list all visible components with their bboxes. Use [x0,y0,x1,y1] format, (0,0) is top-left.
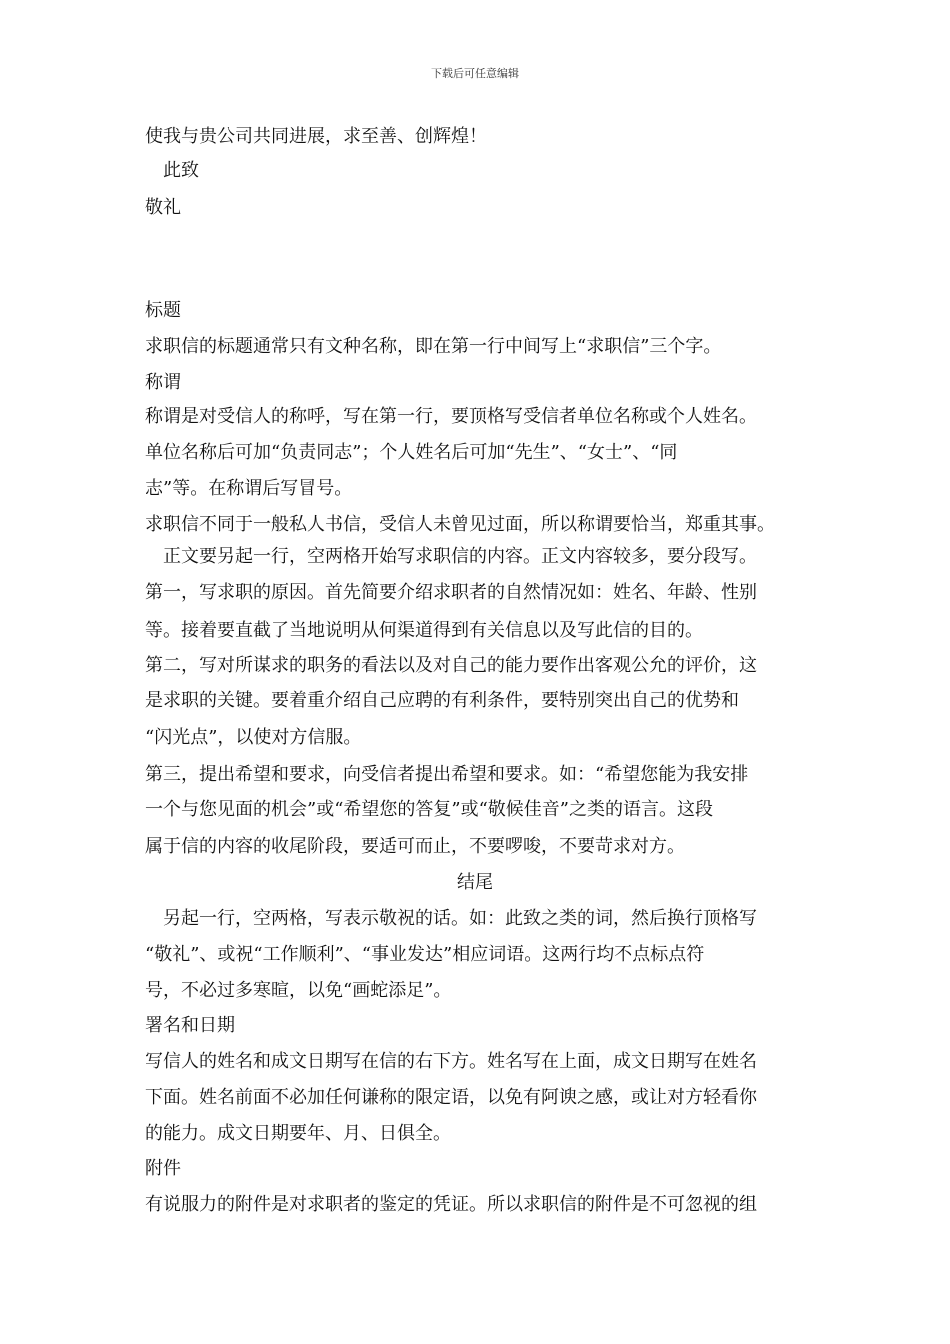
paragraph-line: 一个与您见面的机会”或“希望您的答复”或“敬候佳音”之类的语言。这段 [145,799,714,820]
paragraph-line: 称谓是对受信人的称呼，写在第一行，要顶格写受信者单位名称或个人姓名。 [145,406,757,427]
section-heading-signature: 署名和日期 [145,1015,235,1036]
paragraph-line: 第二，写对所谋求的职务的看法以及对自己的能力要作出客观公允的评价，这 [145,655,757,676]
paragraph-line: 另起一行，空两格，写表示敬祝的话。如：此致之类的词，然后换行顶格写 [145,908,757,929]
section-heading-attachment: 附件 [145,1158,181,1179]
paragraph-line: 下面。姓名前面不必加任何谦称的限定语，以免有阿谀之感，或让对方轻看你 [145,1087,757,1108]
paragraph-line: 有说服力的附件是对求职者的鉴定的凭证。所以求职信的附件是不可忽视的组 [145,1194,757,1215]
closing-line: 使我与贵公司共同进展，求至善、创辉煌！ [145,126,487,147]
paragraph-line: 志”等。在称谓后写冒号。 [145,478,353,499]
paragraph-line: 写信人的姓名和成文日期写在信的右下方。姓名写在上面，成文日期写在姓名 [145,1051,757,1072]
paragraph-line: 属于信的内容的收尾阶段，要适可而止，不要啰唆，不要苛求对方。 [145,836,685,857]
paragraph-line: 第一，写求职的原因。首先简要介绍求职者的自然情况如：姓名、年龄、性别 [145,582,757,603]
paragraph-line: 单位名称后可加“负责同志”；个人姓名后可加“先生”、“女士”、“同 [145,442,678,463]
section-heading-title: 标题 [145,300,181,321]
section-heading-salutation: 称谓 [145,372,181,393]
salutation-cizhi: 此致 [145,160,199,181]
paragraph-line: 求职信不同于一般私人书信，受信人未曾见过面，所以称谓要恰当，郑重其事。 [145,514,775,535]
paragraph-line: “敬礼”、或祝“工作顺利”、“事业发达”相应词语。这两行均不点标点符 [145,944,705,965]
page-header: 下载后可任意编辑 [431,67,519,80]
paragraph-line: 号，不必过多寒暄，以免“画蛇添足”。 [145,980,452,1001]
paragraph-line: 求职信的标题通常只有文种名称，即在第一行中间写上“求职信”三个字。 [145,336,722,357]
paragraph-line: “闪光点”，以使对方信服。 [145,727,362,748]
paragraph-line: 的能力。成文日期要年、月、日俱全。 [145,1123,451,1144]
paragraph-line: 第三，提出希望和要求，向受信者提出希望和要求。如：“希望您能为我安排 [145,764,749,785]
salutation-jingli: 敬礼 [145,197,181,218]
paragraph-line: 等。接着要直截了当地说明从何渠道得到有关信息以及写此信的目的。 [145,620,703,641]
paragraph-line: 是求职的关键。要着重介绍自己应聘的有利条件，要特别突出自己的优势和 [145,690,739,711]
section-heading-ending: 结尾 [457,872,493,893]
paragraph-line: 正文要另起一行，空两格开始写求职信的内容。正文内容较多，要分段写。 [145,546,757,567]
